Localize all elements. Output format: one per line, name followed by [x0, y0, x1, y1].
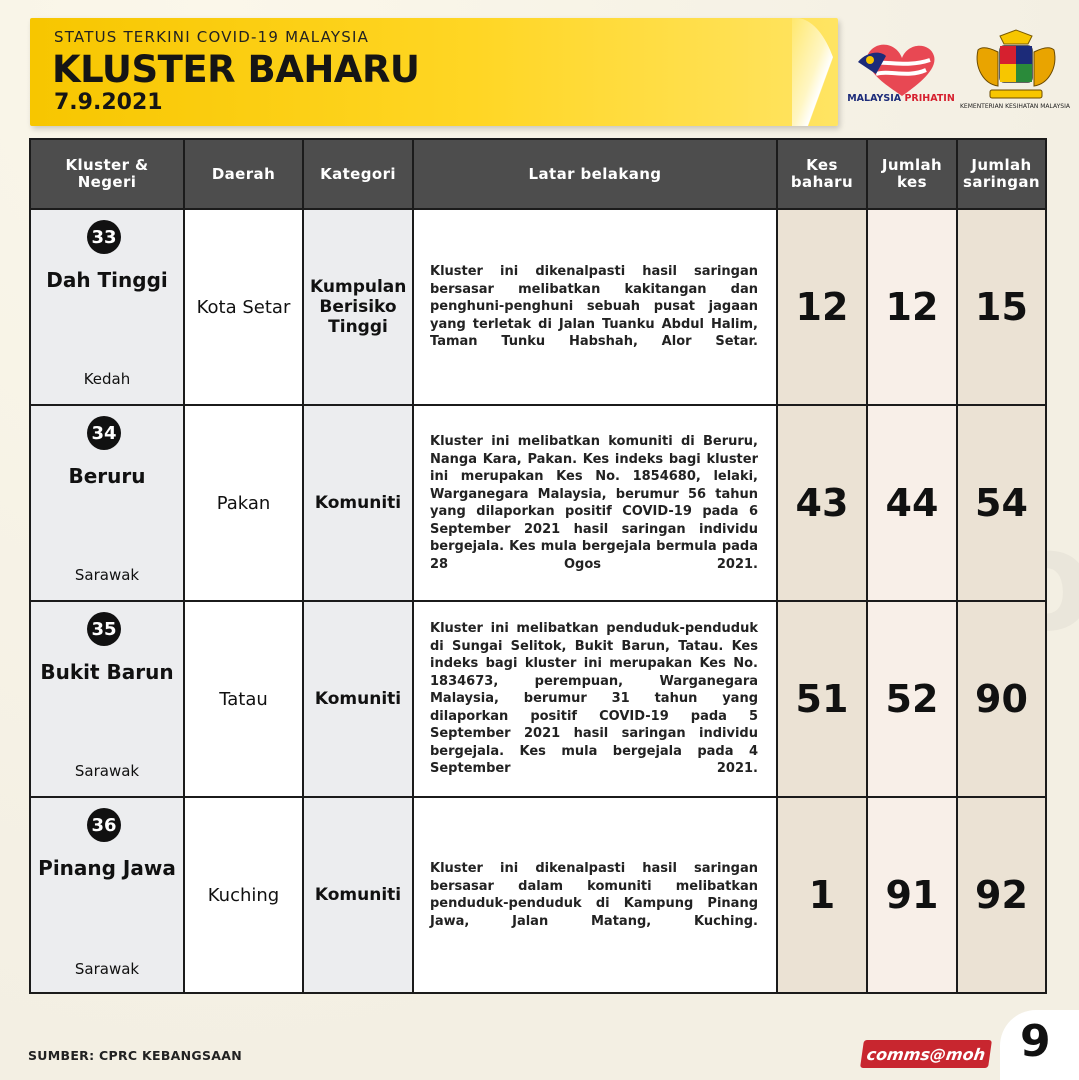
col-jumlah-kes-line1: Jumlah: [881, 156, 943, 174]
cell-latar-belakang: [414, 602, 778, 796]
col-latar-belakang: Latar belakang: [414, 140, 778, 208]
logo-text-malaysia: MALAYSIA: [847, 93, 902, 104]
cell-kategori: [304, 798, 414, 992]
cell-daerah: [185, 602, 304, 796]
cell-kes-baharu: [778, 602, 868, 796]
cell-kluster: [31, 210, 185, 404]
cell-kategori: [304, 602, 414, 796]
cell-kes-baharu: [778, 406, 868, 600]
malaysia-prihatin-text: [846, 93, 956, 104]
desc-wrap: [430, 602, 758, 796]
desc-wrap: [430, 798, 758, 992]
source-note: SUMBER: CPRC KEBANGSAAN: [28, 1048, 242, 1063]
jumlah-kes-value: 44: [885, 481, 939, 525]
col-kes-baharu-line1: Kes: [806, 156, 838, 174]
kes-baharu-value: 51: [795, 677, 849, 721]
daerah-value: Tatau: [219, 688, 268, 710]
kategori-value: Komuniti: [314, 885, 402, 905]
cell-daerah: [185, 798, 304, 992]
kategori-wrap: [304, 210, 412, 404]
col-jumlah-saringan-line2: saringan: [962, 173, 1040, 191]
latar-text: Kluster ini dikenalpasti hasil saringan bersasar dalam komuniti melibatkan penduduk-penduduk di Kampung Pinang Jawa, Jalan Matang, Kuching.: [430, 861, 758, 929]
col-jumlah-kes-line2: kes: [897, 173, 927, 191]
cluster-state: Kedah: [83, 370, 131, 388]
cell-jumlah-kes: [868, 798, 958, 992]
col-jumlah-kes: [868, 140, 958, 208]
cluster-number-badge: 36: [87, 808, 121, 842]
latar-text: Kluster ini dikenalpasti hasil saringan bersasar melibatkan kakitangan dan penghuni-penghuni sebuah pusat jagaan yang terletak di Jalan Tuanku Abdul Halim, Taman Tunku Habshah, Alor Setar.: [430, 264, 758, 350]
cell-daerah: [185, 210, 304, 404]
table-row: [31, 602, 1045, 798]
table-row: [31, 798, 1045, 992]
cluster-name: Pinang Jawa: [38, 856, 176, 880]
cell-kes-baharu: [778, 210, 868, 404]
kkm-text: KEMENTERIAN KESIHATAN MALAYSIA: [960, 103, 1070, 110]
latar-text: Kluster ini melibatkan penduduk-penduduk di Sungai Selitok, Bukit Barun, Tatau. Kes indeks bagi kluster ini merupakan Kes No. 1834673, perempuan, Warganegara Malaysia, berumur 31 tahun yang dilaporkan positif COVID-19 pada 5 September 2021 hasil saringan individu bergejala. Kes mula bergejala pada 4 September 2021.: [430, 621, 758, 777]
cell-kluster: [31, 798, 185, 992]
cluster-number-badge: 33: [87, 220, 121, 254]
daerah-value: Pakan: [216, 492, 271, 514]
cluster-name: Dah Tinggi: [46, 268, 168, 292]
jumlah-saringan-value: 90: [975, 677, 1028, 721]
cluster-state: Sarawak: [74, 566, 140, 584]
page-number: 9: [1020, 1016, 1051, 1067]
cell-kategori: [304, 210, 414, 404]
page-title: KLUSTER BAHARU: [52, 48, 420, 91]
kategori-value: Komuniti: [314, 689, 402, 709]
cluster-number-badge: 35: [87, 612, 121, 646]
cluster-state: Sarawak: [74, 762, 140, 780]
col-kluster-negeri: [31, 140, 185, 208]
kes-baharu-value: 43: [795, 481, 849, 525]
kes-baharu-value: 1: [808, 873, 836, 917]
daerah-value: Kota Setar: [196, 296, 291, 318]
jumlah-saringan-value: 15: [975, 285, 1028, 329]
kategori-wrap: [304, 406, 412, 600]
kategori-wrap: [304, 798, 412, 992]
cell-jumlah-kes: [868, 210, 958, 404]
jumlah-saringan-value: 54: [975, 481, 1028, 525]
col-jumlah-saringan: [958, 140, 1045, 208]
jumlah-kes-value: 52: [885, 677, 939, 721]
cell-latar-belakang: [414, 798, 778, 992]
jumlah-kes-value: 12: [885, 285, 939, 329]
col-daerah: Daerah: [185, 140, 304, 208]
cell-jumlah-saringan: [958, 798, 1045, 992]
cell-jumlah-saringan: [958, 406, 1045, 600]
report-date: 7.9.2021: [54, 90, 163, 115]
col-jumlah-saringan-line1: Jumlah: [971, 156, 1032, 174]
cell-jumlah-saringan: [958, 210, 1045, 404]
desc-wrap: [430, 210, 758, 404]
cell-jumlah-kes: [868, 406, 958, 600]
col-kategori: Kategori: [304, 140, 414, 208]
cell-jumlah-kes: [868, 602, 958, 796]
cell-kategori: [304, 406, 414, 600]
kategori-value: Komuniti: [314, 493, 402, 513]
col-kluster-line1: Kluster &: [65, 156, 149, 174]
cluster-name: Beruru: [68, 464, 146, 488]
kes-baharu-value: 12: [795, 285, 849, 329]
cell-jumlah-saringan: [958, 602, 1045, 796]
kategori-value: Kumpulan Berisiko Tinggi: [310, 277, 407, 337]
cluster-number-badge: 34: [87, 416, 121, 450]
col-kluster-line2: Negeri: [77, 173, 137, 191]
table-row: [31, 210, 1045, 406]
cell-latar-belakang: [414, 406, 778, 600]
cell-kluster: [31, 406, 185, 600]
logo-text-prihatin: PRIHATIN: [904, 93, 955, 104]
latar-text: Kluster ini melibatkan komuniti di Beruru, Nanga Kara, Pakan. Kes indeks bagi kluster ini merupakan Kes No. 1854680, lelaki, Warganegara Malaysia, berumur 56 tahun yang dilaporkan positif COVID-19 pada 6 September 2021 hasil saringan individu bergejala. Kes mula bergejala bermula pada 28 Ogos 2021.: [430, 434, 758, 572]
cluster-name: Bukit Barun: [40, 660, 174, 684]
table-row: [31, 406, 1045, 602]
table-header: [31, 140, 1045, 210]
jumlah-saringan-value: 92: [975, 873, 1028, 917]
kkm-crest-logo: [970, 28, 1062, 106]
cell-daerah: [185, 406, 304, 600]
cluster-state: Sarawak: [74, 960, 140, 978]
kategori-wrap: [304, 602, 412, 796]
daerah-value: Kuching: [207, 884, 280, 906]
col-kes-baharu: [778, 140, 868, 208]
cluster-table: [29, 138, 1047, 994]
comms-moh-brand: comms@moh: [860, 1040, 992, 1068]
cell-latar-belakang: [414, 210, 778, 404]
col-kes-baharu-line2: baharu: [790, 173, 854, 191]
cell-kluster: [31, 602, 185, 796]
desc-wrap: [430, 406, 758, 600]
cell-kes-baharu: [778, 798, 868, 992]
jumlah-kes-value: 91: [885, 873, 939, 917]
banner-subtitle: STATUS TERKINI COVID-19 MALAYSIA: [54, 28, 370, 46]
